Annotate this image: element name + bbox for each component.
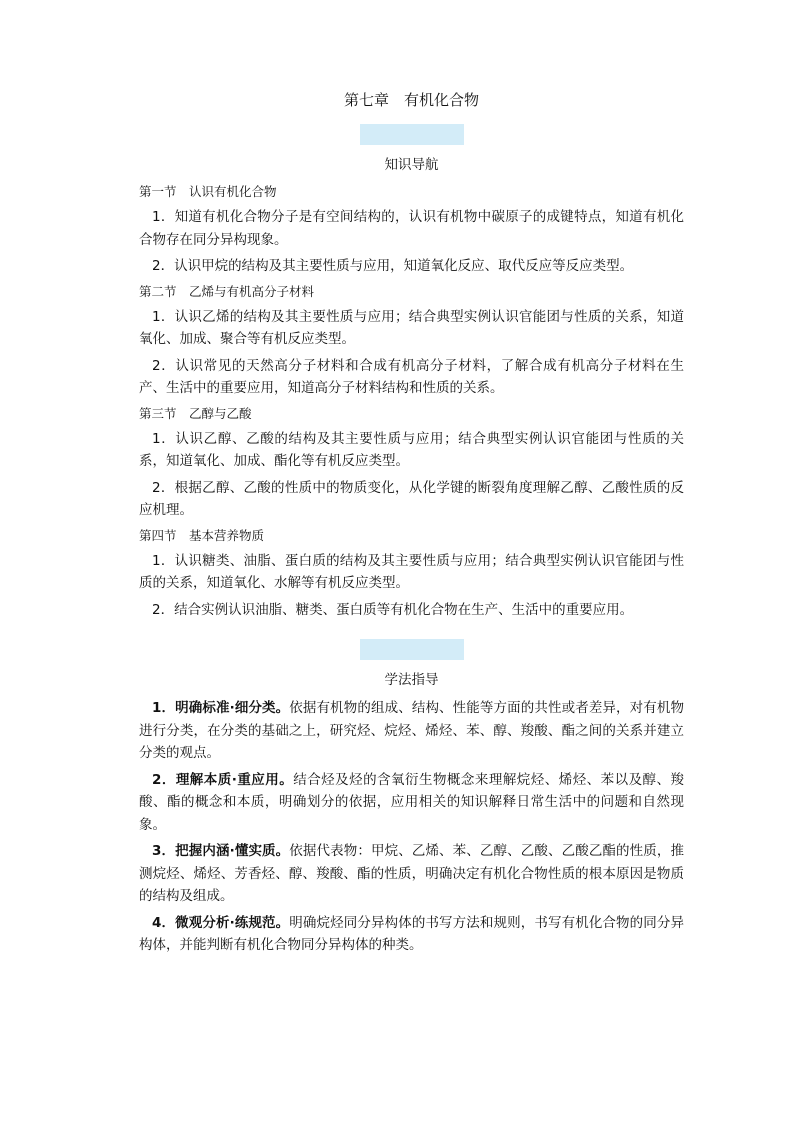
section-heading-knowledge: 知识导航 [384,157,439,173]
method-item-text: 依据有机物的组成、结构、性能等方面的共性或者差异，对有机物进行分类，在分类的基础之上，研究烃、烷烃、烯烃、苯、醇、羧酸、酯之间的关系并建立分类的观点。 [139,700,685,761]
subsection-1 [139,182,684,278]
paragraph-text: 1．知道有机化合物分子是有空间结构的，认识有机物中碳原子的成键特点，知道有机化合物存在同分异构现象。 [139,209,684,248]
method-item-lead: 4．微观分析·练规范。 [152,914,290,931]
subsection-title: 第四节 基本营养物质 [139,527,265,543]
paragraph-text: 1．认识乙烯的结构及其主要性质与应用；结合典型实例认识官能团与性质的关系，知道氧化、加成、聚合等有机反应类型。 [139,308,684,347]
subsection-title: 第一节 认识有机化合物 [139,184,277,199]
paragraph [139,306,684,351]
subsection-title: 第三节 乙醇与乙酸 [139,405,252,421]
paragraph [139,477,684,522]
subsection-3 [139,404,684,522]
method-item [139,840,684,908]
paragraph [139,255,684,278]
paragraph [139,599,684,622]
section-heading-method: 学法指导 [384,672,439,688]
paragraph-text: 2．认识常见的天然高分子材料和合成有机高分子材料，了解合成有机高分子材料在生产、生活中的重要应用，知道高分子材料结构和性质的关系。 [139,357,684,396]
paragraph [139,428,684,473]
method-item-lead: 3．把握内涵·懂实质。 [152,843,290,859]
subsection-2 [139,282,684,400]
paragraph-text: 2．认识甲烷的结构及其主要性质与应用，知道氧化反应、取代反应等反应类型。 [152,258,634,274]
paragraph-text: 2．结合实例认识油脂、糖类、蛋白质等有机化合物在生产、生活中的重要应用。 [152,601,634,618]
method-item-text: 结合烃及烃的含氧衍生物概念来理解烷烃、烯烃、苯以及醇、羧酸、酯的概念和本质，明确划分的依据，应用相关的知识解释日常生活中的问题和自然现象。 [139,771,685,833]
section-banner-method [360,639,464,660]
subsection-4 [139,526,684,622]
method-item [139,769,684,837]
subsection-title: 第二节 乙烯与有机高分子材料 [139,283,315,299]
method-item-lead: 2．理解本质·重应用。 [152,771,294,788]
method-item [139,697,684,765]
chapter-title: 第七章 有机化合物 [343,91,479,109]
paragraph-text: 1．认识乙醇、乙酸的结构及其主要性质与应用；结合典型实例认识官能团与性质的关系，知道氧化、加成、酯化等有机反应类型。 [139,430,684,469]
paragraph-text: 2．根据乙醇、乙酸的性质中的物质变化，从化学键的断裂角度理解乙醇、乙酸性质的反应机理。 [139,479,684,518]
paragraph-text: 1．认识糖类、油脂、蛋白质的结构及其主要性质与应用；结合典型实例认识官能团与性质的关系，知道氧化、水解等有机反应类型。 [139,552,684,591]
paragraph [139,550,684,595]
method-item-text: 依据代表物：甲烷、乙烯、苯、乙醇、乙酸、乙酸乙酯的性质，推测烷烃、烯烃、芳香烃、醇、羧酸、酯的性质，明确决定有机化合物性质的根本原因是物质的结构及组成。 [139,843,685,904]
method-list [139,697,684,957]
paragraph [139,206,684,251]
section-banner-knowledge [360,124,464,145]
method-item-lead: 1．明确标准·细分类。 [152,700,290,716]
paragraph [139,355,684,400]
document-page [139,90,684,961]
method-item [139,912,684,957]
method-item-text: 明确烷烃同分异构体的书写方法和规则，书写有机化合物的同分异构体，并能判断有机化合物同分异构体的种类。 [139,914,685,953]
